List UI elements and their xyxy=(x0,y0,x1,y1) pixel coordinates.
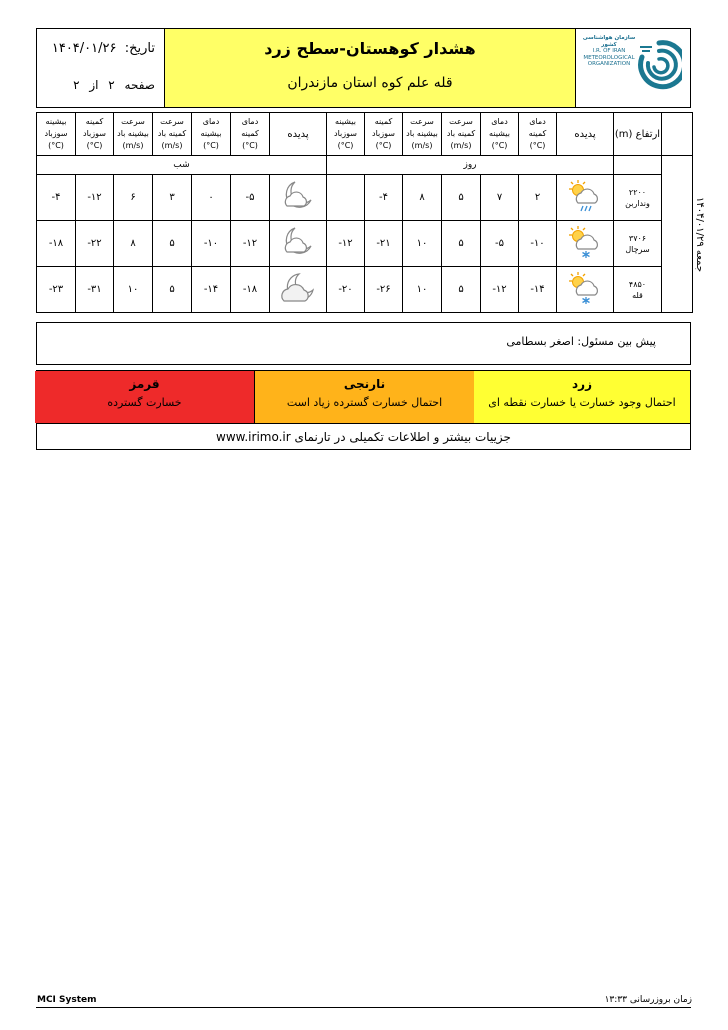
cell: -۴ xyxy=(37,175,76,221)
cell: -۱۲ xyxy=(327,221,365,267)
date-line: تاریخ: ۱۴۰۴/۰۱/۲۶ xyxy=(51,41,155,56)
cell: -۵ xyxy=(231,175,270,221)
day-max-wind-header: سرعت بیشینه باد (m/s) xyxy=(403,113,442,156)
logo xyxy=(575,29,690,107)
cell: -۱۲ xyxy=(231,221,270,267)
cell: ۲ xyxy=(519,175,557,221)
cell: -۱۰ xyxy=(192,221,231,267)
cell: ۱۰ xyxy=(403,267,442,313)
day-label: روز xyxy=(327,156,614,175)
cell: -۱۲ xyxy=(76,175,114,221)
website-note: جزییات بیشتر و اطلاعات تکمیلی در تارنمای www.irimo.ir xyxy=(37,423,690,451)
cell: ۷ xyxy=(481,175,519,221)
day-phenomenon-header: پدیده xyxy=(557,113,614,156)
cell: ۸ xyxy=(403,175,442,221)
day-max-temp-header: دمای بیشینه (°C) xyxy=(481,113,519,156)
legend-yellow-name: زرد xyxy=(572,377,592,391)
partly-cloudy-snow-icon xyxy=(564,271,606,305)
logo-text: سازمان هواشناسی کشور I.R. OF IRAN METEOROLOGICAL ORGANIZATION xyxy=(582,35,636,67)
title-banner xyxy=(164,29,575,107)
night-min-wind-header: سرعت کمینه باد (m/s) xyxy=(153,113,192,156)
moon-cloud-icon xyxy=(277,179,319,213)
system-name: MCI System xyxy=(37,995,97,1005)
cell: ۵ xyxy=(442,221,481,267)
night-max-wind-header: سرعت بیشینه باد (m/s) xyxy=(114,113,153,156)
footer-divider xyxy=(36,1007,691,1008)
legend-red xyxy=(35,371,254,423)
page-number: صفحه ۲ از ۲ xyxy=(73,78,155,92)
warning-levels-legend xyxy=(36,370,691,450)
day-phenomenon-cell xyxy=(557,221,614,267)
page-subtitle: قله علم کوه استان مازندران xyxy=(287,75,453,91)
cell: -۱۰ xyxy=(519,221,557,267)
table-row xyxy=(37,221,693,267)
legend-yellow-desc: احتمال وجود خسارت یا خسارت نقطه ای xyxy=(488,396,676,409)
meteorological-logo-icon xyxy=(636,37,682,97)
cell: -۱۴ xyxy=(192,267,231,313)
moon-cloud-icon xyxy=(277,271,319,305)
night-phenomenon-cell xyxy=(270,221,327,267)
day-min-chill-header: کمینه سوزباد (°C) xyxy=(365,113,403,156)
night-max-temp-header: دمای بیشینه (°C) xyxy=(192,113,231,156)
day-max-chill-header: بیشینه سوزباد (°C) xyxy=(327,113,365,156)
day-phenomenon-cell xyxy=(557,175,614,221)
partly-cloudy-snow-icon xyxy=(564,225,606,259)
legend-orange-name: نارنجی xyxy=(343,377,386,391)
blank-header xyxy=(662,113,693,156)
cell: -۱۸ xyxy=(37,221,76,267)
cell: ۵ xyxy=(442,267,481,313)
elevation-cell: ۳۷۰۶ سرچال xyxy=(614,221,662,267)
cell: ۵ xyxy=(153,267,192,313)
header xyxy=(36,28,691,108)
night-phenomenon-cell xyxy=(270,175,327,221)
cell: ۱۰ xyxy=(403,221,442,267)
blank-cell xyxy=(614,156,662,175)
cell: ۱۰ xyxy=(114,267,153,313)
period-row xyxy=(37,156,693,175)
forecast-date-vertical: جمعه ۱۴۰۴/۰۱/۲۹ xyxy=(662,156,693,313)
cell: ۶ xyxy=(114,175,153,221)
night-label: شب xyxy=(37,156,327,175)
forecast-table xyxy=(36,112,706,313)
night-max-chill-header: بیشینه سوزباد (°C) xyxy=(37,113,76,156)
responsible-forecaster: پیش بین مسئول: اصغر بسطامی xyxy=(506,335,656,348)
cell xyxy=(327,175,365,221)
header-row xyxy=(37,113,693,156)
cell: ۵ xyxy=(442,175,481,221)
day-min-wind-header: سرعت کمینه باد (m/s) xyxy=(442,113,481,156)
table-row xyxy=(37,175,693,221)
elevation-cell: ۴۸۵۰ قله xyxy=(614,267,662,313)
moon-cloud-icon xyxy=(277,225,319,259)
cell: ۰ xyxy=(192,175,231,221)
cell: ۵ xyxy=(153,221,192,267)
cell: -۲۱ xyxy=(365,221,403,267)
day-phenomenon-cell xyxy=(557,267,614,313)
legend-yellow xyxy=(474,371,690,423)
cell: -۴ xyxy=(365,175,403,221)
elevation-cell: ۲۲۰۰ ونداربن xyxy=(614,175,662,221)
page-title: هشدار کوهستان-سطح زرد xyxy=(264,39,476,58)
cell: -۲۶ xyxy=(365,267,403,313)
cell: -۲۲ xyxy=(76,221,114,267)
cell: -۱۴ xyxy=(519,267,557,313)
cell: -۵ xyxy=(481,221,519,267)
update-time: زمان بروزرسانی ۱۳:۳۳ xyxy=(604,995,692,1005)
cell: -۱۸ xyxy=(231,267,270,313)
legend-red-name: قرمز xyxy=(129,377,160,391)
date-block xyxy=(37,29,165,107)
cell: -۲۳ xyxy=(37,267,76,313)
elevation-header: ارتفاع (m) xyxy=(614,113,662,156)
cell: ۸ xyxy=(114,221,153,267)
cell: -۱۲ xyxy=(481,267,519,313)
cell: ۳ xyxy=(153,175,192,221)
cell: -۲۰ xyxy=(327,267,365,313)
night-phenomenon-header: پدیده xyxy=(270,113,327,156)
night-phenomenon-cell xyxy=(270,267,327,313)
night-min-temp-header: دمای کمینه (°C) xyxy=(231,113,270,156)
cell: -۳۱ xyxy=(76,267,114,313)
partly-cloudy-rain-icon xyxy=(564,179,606,213)
responsible-forecaster-box xyxy=(36,322,691,365)
legend-orange-desc: احتمال خسارت گسترده زیاد است xyxy=(286,396,443,409)
table-row xyxy=(37,267,693,313)
night-min-chill-header: کمینه سوزباد (°C) xyxy=(76,113,114,156)
legend-red-desc: خسارت گسترده xyxy=(107,396,182,409)
legend-orange xyxy=(254,371,474,423)
day-min-temp-header: دمای کمینه (°C) xyxy=(519,113,557,156)
date-value: ۱۴۰۴/۰۱/۲۶ xyxy=(51,41,117,56)
